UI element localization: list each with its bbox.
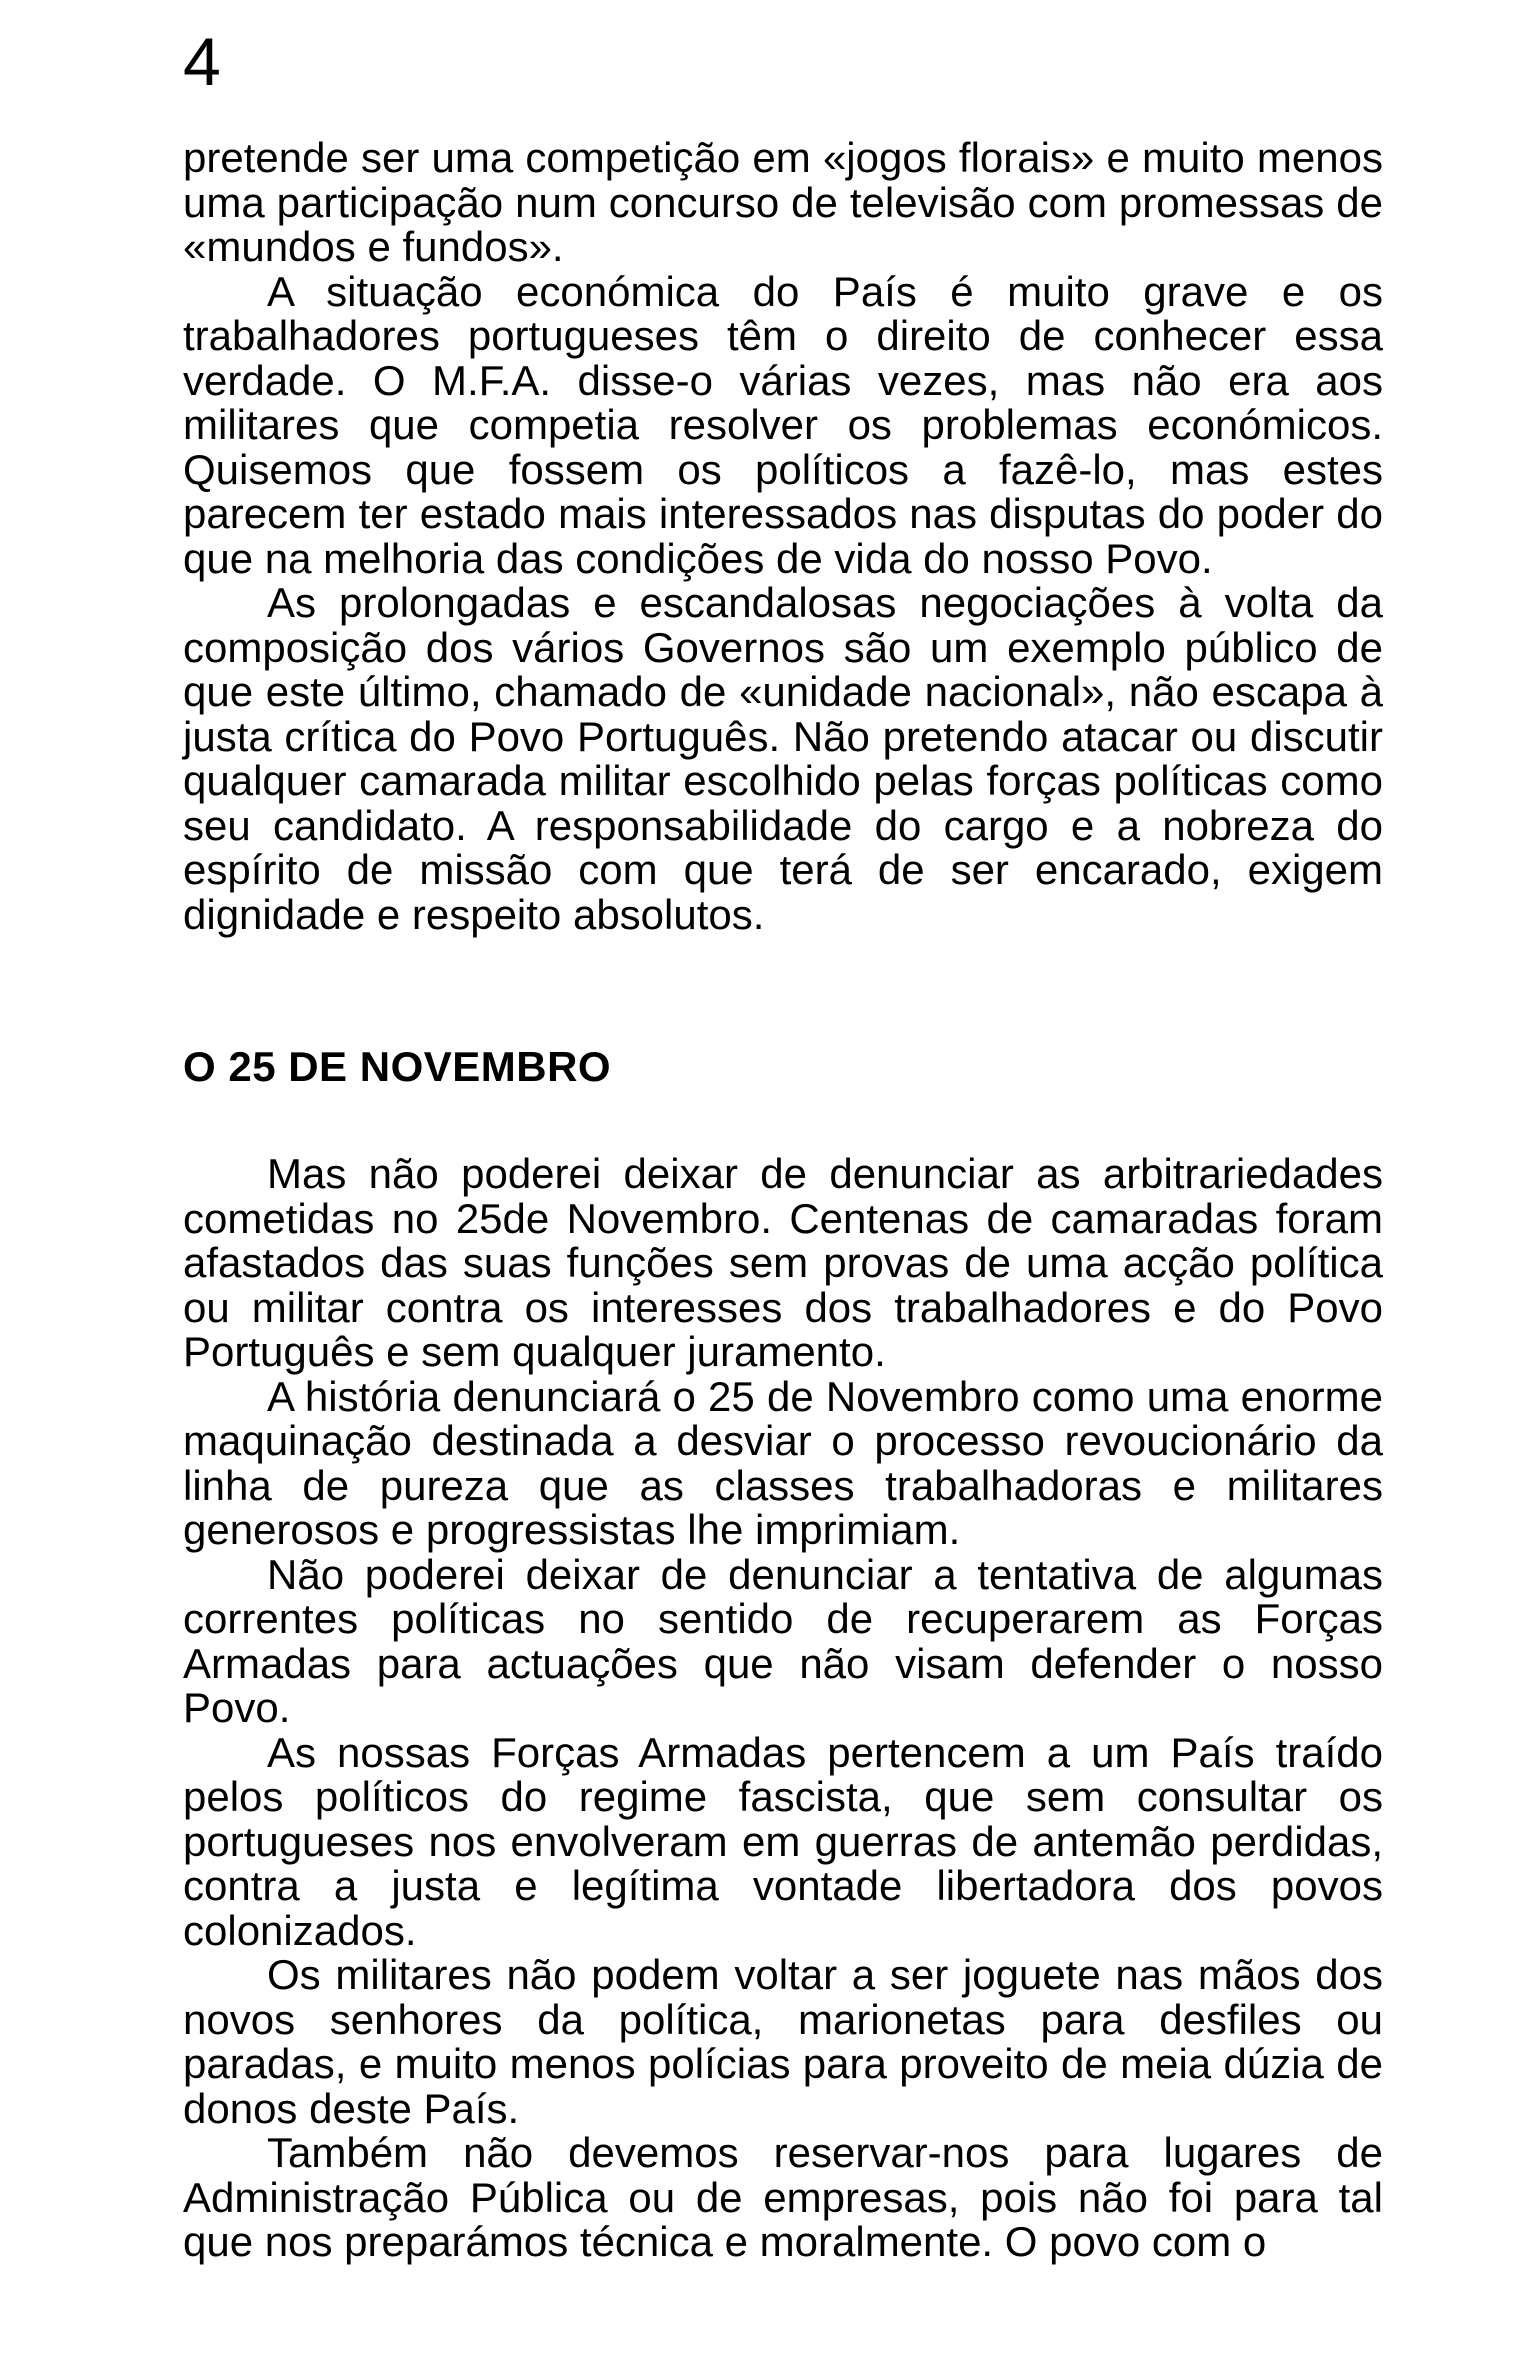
section-paragraph: Também não devemos reservar-nos para lugares de Administração Pública ou de empresas, pois não foi para tal que nos preparámos técnica e moralmente. O povo com o: [183, 2129, 1383, 2265]
intro-paragraph: As prolongadas e escandalosas negociações à volta da composição dos vários Governos são um exemplo público de que este último, chamado de «unidade nacional», não escapa à justa crítica do Povo Português. Não pretendo atacar ou discutir qualquer camarada militar escolhido pelas forças políticas como seu candidato. A responsabilidade do cargo e a nobreza do espírito de missão com que terá de ser encarado, exigem dignidade e respeito absolutos.: [183, 579, 1383, 938]
intro-paragraph: pretende ser uma competição em «jogos florais» e muito menos uma participação num concurso de televisão com promessas de «mundos e fundos».: [183, 134, 1383, 270]
section-heading: O 25 DE NOVEMBRO: [183, 1043, 612, 1090]
section-paragraph: Mas não poderei deixar de denunciar as arbitrariedades cometidas no 25de Novembro. Centenas de camaradas foram afastados das suas funções sem provas de uma acção política ou militar contra os interesses dos trabalhadores e do Povo Português e sem qualquer juramento.: [183, 1150, 1383, 1375]
section-paragraph: Os militares não podem voltar a ser joguete nas mãos dos novos senhores da política, marionetas para desfiles ou paradas, e muito menos polícias para proveito de meia dúzia de donos deste País.: [183, 1951, 1383, 2132]
page-number: 4: [183, 24, 221, 100]
section-paragraph: As nossas Forças Armadas pertencem a um País traído pelos políticos do regime fascista, que sem consultar os portugueses nos envolveram em guerras de antemão perdidas, contra a justa e legítima vontade libertadora dos povos colonizados.: [183, 1728, 1383, 1954]
section-paragraph: A história denunciará o 25 de Novembro como uma enorme maquinação destinada a desviar o processo revoucionário da linha de pureza que as classes trabalhadoras e militares generosos e progressistas lhe imprimiam.: [183, 1372, 1383, 1553]
intro-paragraph: A situação económica do País é muito grave e os trabalhadores portugueses têm o direito de conhecer essa verdade. O M.F.A. disse-o várias vezes, mas não era aos militares que competia resolver os problemas económicos. Quisemos que fossem os políticos a fazê-lo, mas estes parecem ter estado mais interessados nas disputas do poder do que na melhoria das condições de vida do nosso Povo.: [183, 267, 1383, 582]
intro-text-block: [183, 136, 1383, 937]
section-paragraph: Não poderei deixar de denunciar a tentativa de algumas correntes políticas no sentido de recuperarem as Forças Armadas para actuações que não visam defender o nosso Povo.: [183, 1550, 1383, 1731]
section-text-block: [183, 1152, 1383, 2265]
